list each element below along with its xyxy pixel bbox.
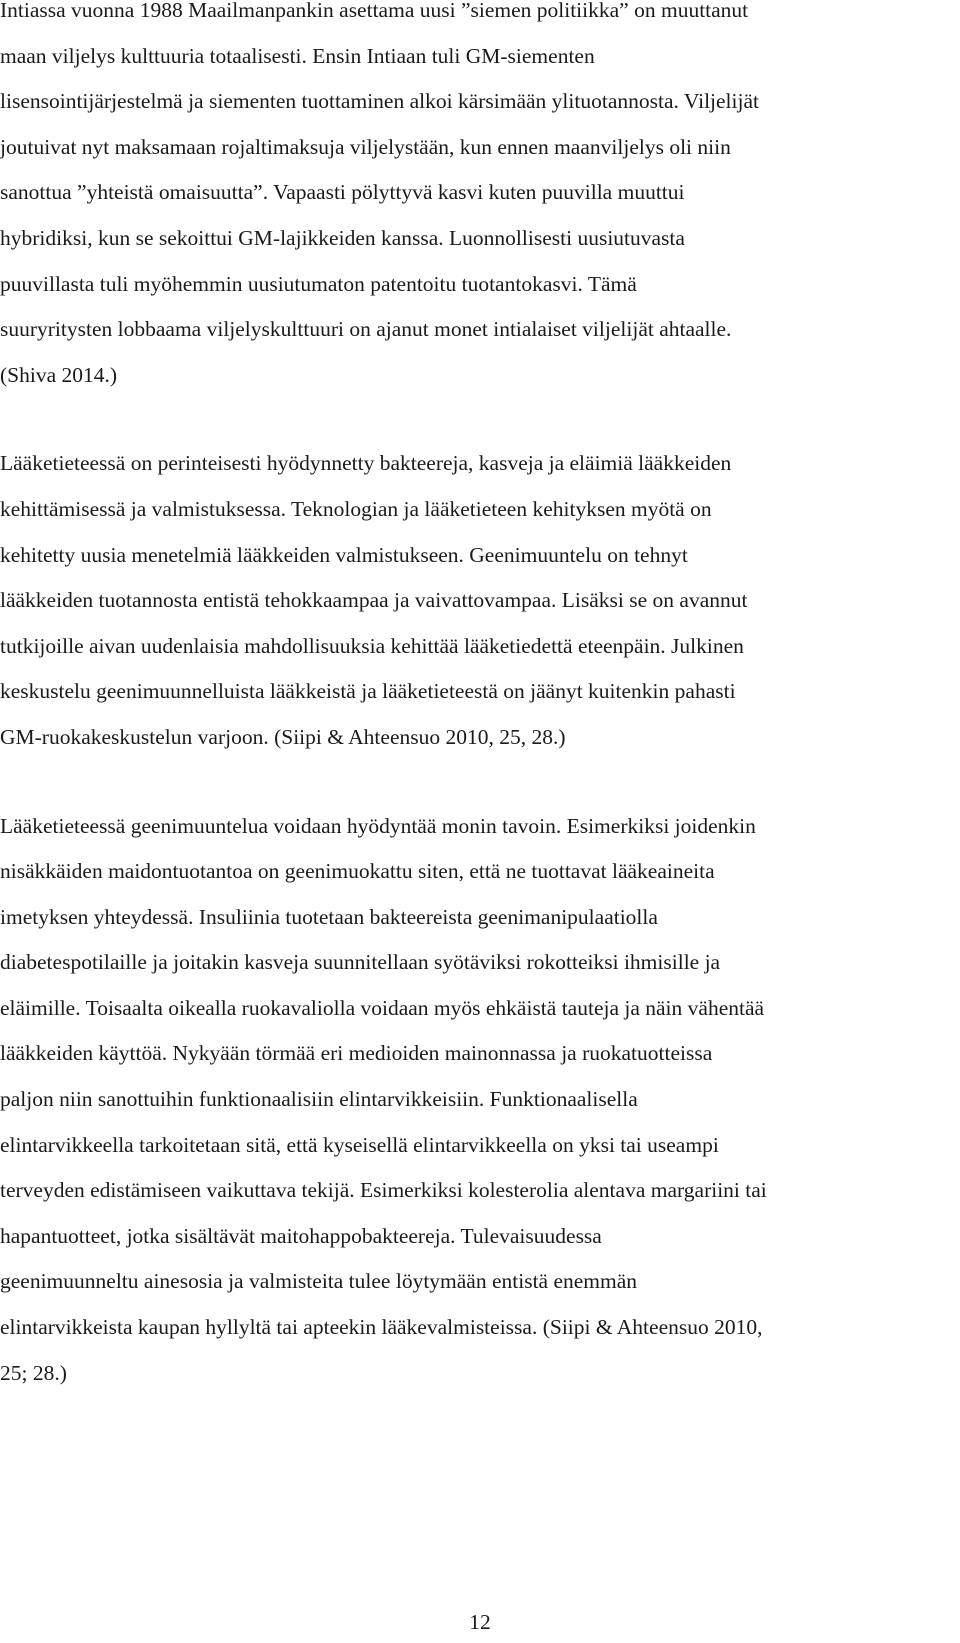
text-line: Lääketieteessä geenimuuntelua voidaan hyödyntää monin tavoin. Esimerkiksi joidenkin <box>0 813 756 838</box>
text-line: GM-ruokakeskustelun varjoon. (Siipi & Ahteensuo 2010, 25, 28.) <box>0 724 566 749</box>
text-line: kehittämisessä ja valmistuksessa. Teknologian ja lääketieteen kehityksen myötä on <box>0 496 712 521</box>
text-line: hapantuotteet, jotka sisältävät maitohappobakteereja. Tulevaisuudessa <box>0 1223 602 1248</box>
text-line: diabetespotilaille ja joitakin kasveja suunnitellaan syötäviksi rokotteiksi ihmisille ja <box>0 950 721 975</box>
text-line: (Shiva 2014.) <box>0 362 118 387</box>
text-line: suuryritysten lobbaama viljelyskulttuuri on ajanut monet intialaiset viljelijät ahtaalle. <box>0 317 732 342</box>
text-line: elintarvikkeista kaupan hyllyltä tai apteekin lääkevalmisteissa. (Siipi & Ahteensuo 2010, <box>0 1315 763 1340</box>
text-line: kehitetty uusia menetelmiä lääkkeiden valmistukseen. Geenimuuntelu on tehnyt <box>0 542 688 567</box>
text-line: Intiassa vuonna 1988 Maailmanpankin asettama uusi ”siemen politiikka” on muuttanut <box>0 0 749 22</box>
text-line: hybridiksi, kun se sekoittui GM-lajikkeiden kanssa. Luonnollisesti uusiutuvasta <box>0 225 685 250</box>
text-line: nisäkkäiden maidontuotantoa on geenimuokattu siten, että ne tuottavat lääkeaineita <box>0 859 715 884</box>
text-line: lisensointijärjestelmä ja siementen tuottaminen alkoi kärsimään ylituotannosta. Viljelijät <box>0 89 759 114</box>
text-line: sanottua ”yhteistä omaisuutta”. Vapaasti pölyttyvä kasvi kuten puuvilla muuttui <box>0 180 685 205</box>
text-line: geenimuunneltu ainesosia ja valmisteita tulee löytymään entistä enemmän <box>0 1269 638 1294</box>
text-line: elintarvikkeella tarkoitetaan sitä, että kyseisellä elintarvikkeella on yksi tai useampi <box>0 1132 719 1157</box>
text-line: lääkkeiden tuotannosta entistä tehokkaampaa ja vaivattovampaa. Lisäksi se on avannut <box>0 588 748 613</box>
text-line: eläimille. Toisaalta oikealla ruokavaliolla voidaan myös ehkäistä tauteja ja näin vähentää <box>0 995 765 1020</box>
text-line: 25; 28.) <box>0 1360 67 1385</box>
page-number: 12 <box>469 1610 491 1634</box>
paragraph-india-seed-policy <box>0 0 960 398</box>
text-line: terveyden edistämiseen vaikuttava tekijä. Esimerkiksi kolesterolia alentava margariini tai <box>0 1178 767 1203</box>
text-line: Lääketieteessä on perinteisesti hyödynnetty bakteereja, kasveja ja eläimiä lääkkeiden <box>0 451 732 476</box>
text-line: imetyksen yhteydessä. Insuliinia tuotetaan bakteereista geenimanipulaatiolla <box>0 904 658 929</box>
paragraph-gm-medicine-uses <box>0 804 960 1397</box>
paragraph-medicine-history <box>0 441 960 760</box>
text-line: puuvillasta tuli myöhemmin uusiutumaton patentoitu tuotantokasvi. Tämä <box>0 271 637 296</box>
text-line: lääkkeiden käyttöä. Nykyään törmää eri medioiden mainonnassa ja ruokatuotteissa <box>0 1041 713 1066</box>
text-line: paljon niin sanottuihin funktionaalisiin elintarvikkeisiin. Funktionaalisella <box>0 1087 638 1112</box>
text-line: joutuivat nyt maksamaan rojaltimaksuja viljelystään, kun ennen maanviljelys oli niin <box>0 134 731 159</box>
text-line: keskustelu geenimuunnelluista lääkkeistä ja lääketieteestä on jäänyt kuitenkin pahasti <box>0 679 736 704</box>
text-line: maan viljelys kulttuuria totaalisesti. Ensin Intiaan tuli GM-siementen <box>0 43 595 68</box>
text-line: tutkijoille aivan uudenlaisia mahdollisuuksia kehittää lääketiedettä eteenpäin. Julkinen <box>0 633 744 658</box>
